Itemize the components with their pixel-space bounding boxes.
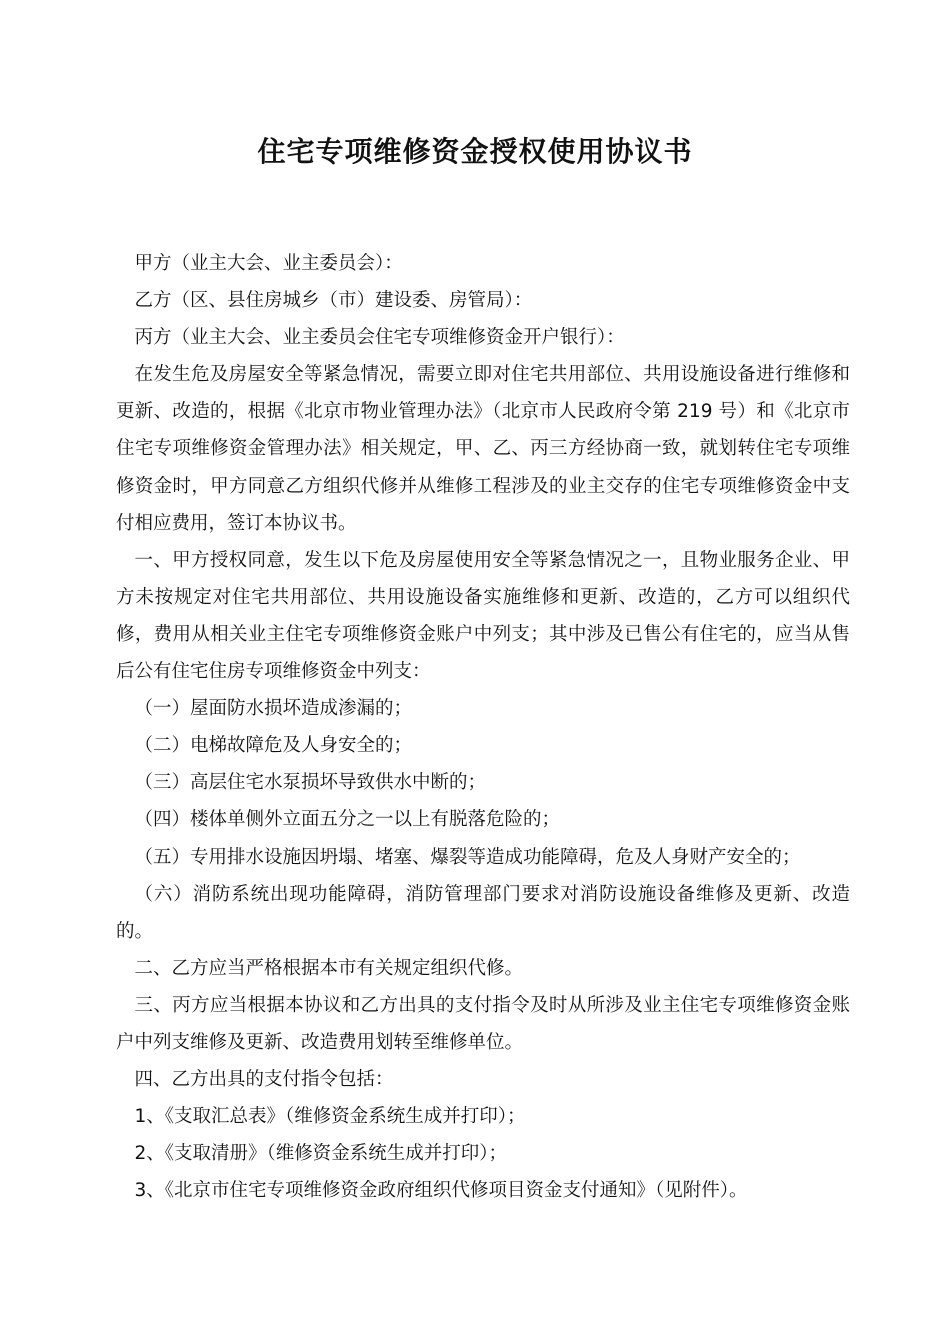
preamble-paragraph: 在发生危及房屋安全等紧急情况，需要立即对住宅共用部位、共用设施设备进行维修和更新、改造的，根据《北京市物业管理办法》（北京市人民政府令第 219 号）和《北京市住宅专项维修资金管理办法》相关规定，甲、乙、丙三方经协商一致，就划转住宅专项维修资金时，甲方同意乙方组织代修并从维修工程涉及的业主交存的住宅专项维修资金中支付相应费用，签订本协议书。 bbox=[116, 364, 850, 534]
clause-1-paragraph: 一、甲方授权同意，发生以下危及房屋使用安全等紧急情况之一，且物业服务企业、甲方未按规定对住宅共用部位、共用设施设备实施维修和更新、改造的，乙方可以组织代修，费用从相关业主住宅专项维修资金账户中列支；其中涉及已售公有住宅的，应当从售后公有住宅住房专项维修资金中列支： bbox=[116, 549, 850, 683]
clause-1-item-4: （四）楼体单侧外立面五分之一以上有脱落危险的； bbox=[134, 809, 561, 831]
clause-1-item-6: （六）消防系统出现功能障碍，消防管理部门要求对消防设施设备维修及更新、改造的。 bbox=[116, 883, 850, 942]
clause-1-item-5: （五）专用排水设施因坍塌、堵塞、爆裂等造成功能障碍，危及人身财产安全的； bbox=[134, 846, 801, 868]
clause-2-paragraph: 二、乙方应当严格根据本市有关规定组织代修。 bbox=[134, 957, 524, 979]
clause-4-paragraph: 四、乙方出具的支付指令包括： bbox=[134, 1069, 394, 1091]
clause-4-item-1: 1、《支取汇总表》（维修资金系统生成并打印）； bbox=[134, 1106, 526, 1128]
party-c-line: 丙方（业主大会、业主委员会住宅专项维修资金开户银行）： bbox=[134, 327, 625, 349]
clause-1-item-1: （一）屋面防水损坏造成渗漏的； bbox=[134, 698, 413, 720]
clause-4-item-2: 2、《支取清册》（维修资金系统生成并打印）； bbox=[134, 1143, 508, 1165]
document-body bbox=[116, 245, 850, 1209]
document-title: 住宅专项维修资金授权使用协议书 bbox=[257, 135, 693, 168]
party-a-line: 甲方（业主大会、业主委员会）： bbox=[134, 253, 403, 274]
clause-1-item-2: （二）电梯故障危及人身安全的； bbox=[134, 735, 413, 757]
clause-4-item-3: 3、《北京市住宅专项维修资金政府组织代修项目资金支付通知》（见附件）。 bbox=[134, 1180, 748, 1202]
party-b-line: 乙方（区、县住房城乡（市）建设委、房管局）： bbox=[134, 290, 533, 312]
clause-1-item-3: （三）高层住宅水泵损坏导致供水中断的； bbox=[134, 772, 487, 794]
clause-3-paragraph: 三、丙方应当根据本协议和乙方出具的支付指令及时从所涉及业主住宅专项维修资金账户中列支维修及更新、改造费用划转至维修单位。 bbox=[116, 994, 850, 1053]
